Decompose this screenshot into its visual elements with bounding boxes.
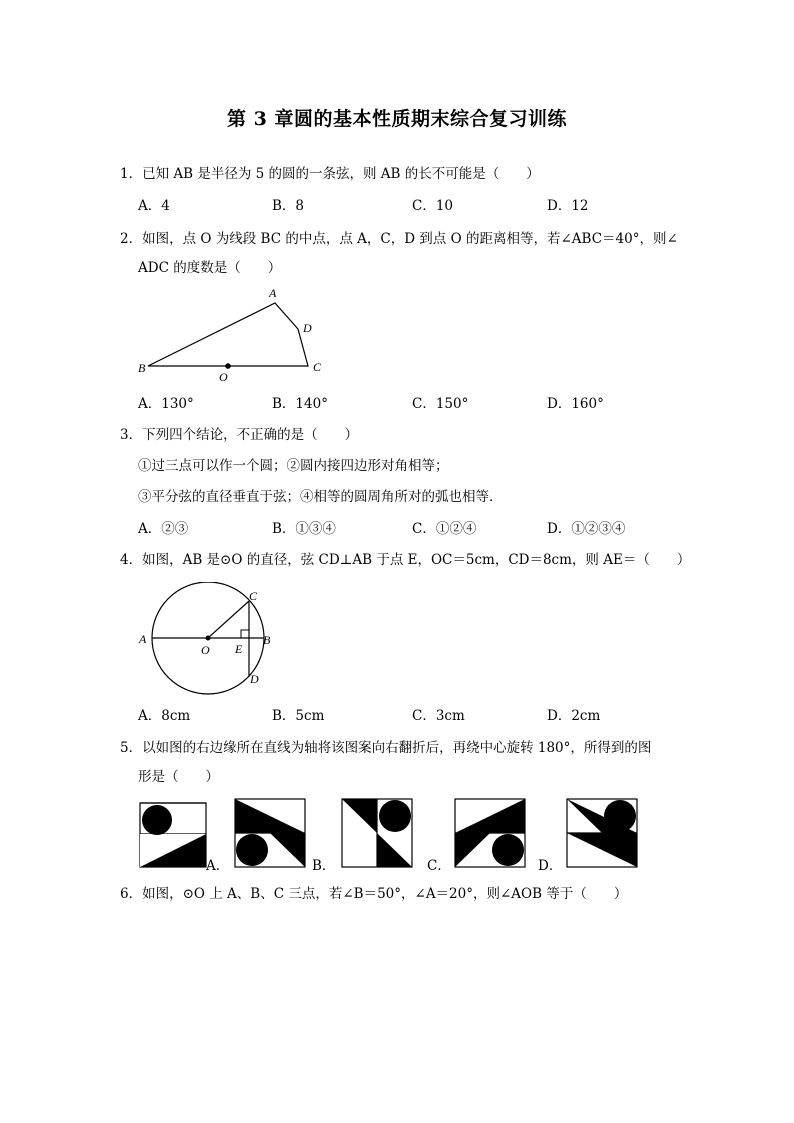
q1-option-d: D．12 xyxy=(547,198,589,214)
q1-stem: 1．已知 AB 是半径为 5 的圆的一条弦，则 AB 的长不可能是（ ） xyxy=(120,166,540,182)
q4-option-a: A．8cm xyxy=(138,708,191,724)
q1-option-a: A．4 xyxy=(138,198,170,214)
q2-figure-quadrilateral xyxy=(148,303,308,366)
q2-option-c: C．150° xyxy=(412,396,469,412)
q4-option-c: C．3cm xyxy=(412,708,465,724)
q4-label-e: E xyxy=(235,642,243,656)
q2-figure-point-o xyxy=(225,363,231,369)
q3-stem: 3．下列四个结论，不正确的是（ ） xyxy=(120,427,359,443)
q5-stem-line2: 形是（ ） xyxy=(138,769,219,785)
q4-stem: 4．如图，AB 是⊙O 的直径，弦 CD⊥AB 于点 E，OC＝5cm，CD＝8cm，则 AE＝（ ） xyxy=(120,552,691,568)
q2-stem-line2: ADC 的度数是（ ） xyxy=(138,260,282,276)
q3-option-d: D．①②③④ xyxy=(547,521,626,537)
q4-figure xyxy=(136,582,286,697)
q2-label-b: B xyxy=(138,361,146,375)
q1-option-c: C．10 xyxy=(412,198,454,214)
q3-option-a: A．②③ xyxy=(138,521,189,537)
q2-option-d: D．160° xyxy=(547,396,604,412)
q5-option-b-pattern xyxy=(234,798,306,868)
q2-figure xyxy=(130,282,340,382)
q4-label-d: D xyxy=(250,672,259,686)
q3-statement-line1: ①过三点可以作一个圆；②圆内接四边形对角相等； xyxy=(138,458,449,474)
q5-option-b-label: B． xyxy=(312,858,336,874)
page-title: 第 3 章圆的基本性质期末综合复习训练 xyxy=(227,108,567,130)
q4-label-c: C xyxy=(249,589,258,603)
q5-option-c-label: C． xyxy=(427,858,451,874)
q3-option-b: B．①③④ xyxy=(272,521,336,537)
q3-statement-line2: ③平分弦的直径垂直于弦；④相等的圆周角所对的弧也相等． xyxy=(138,489,503,505)
q4-option-b: B．5cm xyxy=(272,708,325,724)
q1-option-b: B．8 xyxy=(272,198,305,214)
q5-option-d-extra-pattern xyxy=(566,798,638,868)
q5-option-d-label: D． xyxy=(538,858,563,874)
q2-option-a: A．130° xyxy=(138,396,194,412)
q6-stem: 6．如图，⊙O 上 A、B、C 三点，若∠B＝50°，∠A＝20°，则∠AOB 等于（ ） xyxy=(120,886,628,902)
q4-figure-right-angle-mark xyxy=(241,630,249,638)
q4-label-o: O xyxy=(201,643,210,657)
q5-option-d-pattern xyxy=(454,798,526,868)
q5-option-c-pattern xyxy=(341,798,413,868)
q2-label-a: A xyxy=(269,286,277,300)
q2-label-d: D xyxy=(303,321,312,335)
q2-stem-line1: 2．如图，点 O 为线段 BC 的中点，点 A，C，D 到点 O 的距离相等，若∠ABC＝40°，则∠ xyxy=(120,231,678,247)
q2-label-c: C xyxy=(313,360,322,374)
q4-label-a: A xyxy=(139,632,147,646)
q2-option-b: B．140° xyxy=(272,396,328,412)
q5-original-pattern xyxy=(139,802,207,868)
q4-figure-segment-oc xyxy=(208,601,249,638)
q5-stem-line1: 5．以如图的右边缘所在直线为轴将该图案向右翻折后，再绕中心旋转 180°，所得到的图 xyxy=(120,740,652,756)
q4-label-b: B xyxy=(263,633,271,647)
q2-label-o: O xyxy=(219,370,228,382)
q5-option-a-label: A． xyxy=(206,858,230,874)
q4-option-d: D．2cm xyxy=(547,708,601,724)
q3-option-c: C．①②④ xyxy=(412,521,477,537)
q4-figure-center-o xyxy=(206,636,211,641)
